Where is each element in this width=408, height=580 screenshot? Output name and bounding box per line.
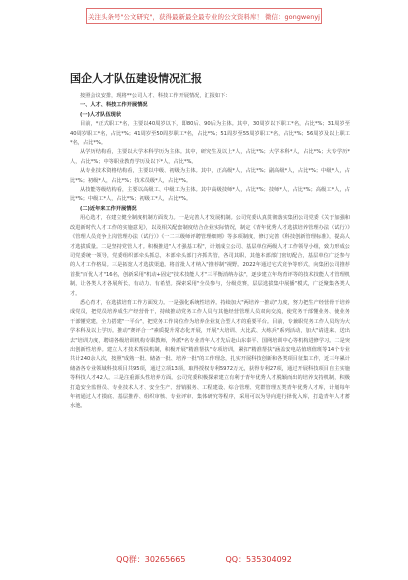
body-paragraph: 目前，*正式职工*名，主要以40周岁以下，即80后、90后为主体。其中，30周岁以下职工*名，占比*%；31周岁至40周岁职工*名，占比*%；41周岁至50周岁职工*名，占比*%；51周岁至55周岁职工*名，占比*%；56周岁及以上职工*名，占比*%。 — [70, 121, 350, 147]
top-banner: 关注头条号"公文研究"，获得最新最全最专业的公文资料库！ 微信：gongwenyj — [86, 8, 322, 24]
body-paragraph: 从学历结构看，主要以大学本科学历为主体。其中，研究生及以上*人，占比*%；大学本科*人，占比*%；大专学历*人，占比*%；中等职业教育学历及以下*人，占比*%。 — [70, 149, 350, 165]
section-heading: (一)人才队伍现状 — [80, 111, 122, 118]
document-body — [70, 92, 350, 547]
footer — [0, 554, 408, 570]
body-paragraph: 用心选才，在建立健全制度机制方面发力。一是完善人才发展机制。公司党委认真贯彻落实集团公司党委《关于加强和改进新时代人才工作的实施意见》，以及相关配套制度结合企业实际情况，制定《青年优秀人才选拔培养管理办法（试行）》《管理人员竞争上岗管理办法（试行）》《一二三级师评聘管理细则》等多项制度，修订完善《科技创新管理标准》，提高人才选拔质量。二是坚持党管人才。积极推进"人才强基工程"，计划成立公司、基层单位两级人才工作领导小组，致力形成公司党委统一领导，党委组织部牵头抓总，本部牵头部门齐抓共管，各司其职，其他本部部门密切配合，基层单位广泛参与的人才工作格局。三是拓宽人才选拔渠道。将首批人才纳入"推荐制"视野。2022年通过宅式竞争等形式，向集团公司推荐首批"百优人才"16名，创新采用"机动+固定"技术技能人才"三平衡消纳办法"，逐步建立年均育评等的技术技能人才管理机制，让各类人才各展所长，有动力、有希望。探索采用"全员参与，分级竞赛，层层选拔集中展播"模式，广泛聚集各类人才。 — [70, 215, 350, 297]
page-title: 国企人才队伍建设情况汇报 — [70, 72, 202, 85]
footer-qq-group: QQ群：30265665 — [116, 555, 186, 564]
body-paragraph: 悉心育才，在选拔培育工作方面发力。一是强化系统性培养。持续加大"两培养一推动"力度，努力把生产经营骨干培养成党员，把党员培养成生产经营骨干，持续推动党务工作人员与其他经营管理人员双向交流，使党务干部懂业务、使业务干部懂党建，全力搭建"一平台"，把党务工作岗位作为培养企业复合型人才的重要平台。目前，专兼职党务工作人员均为大学本科及以上学历。推动"赛评合一"素质提升常态化开展，开展"大培训、大比武、大练兵"系列活动，加大"请进来、送出去"培训力度，聘请各级培训机构专职教师，外派*名专业青年人才先后赴山东泰平、国网培训中心等机构进修学习。二是突出创新性培养。建立人才技术帮扶机制，积极开展"精准帮扶"专项培训，紧扣"精准帮扶"涵盖安电站值班值班等14个专业共计240余人次，按照"成熟一批、储备一批、培养一批"的工作理念，扎实开展科技创新和各类项目征集工作，近三年累计储备各专业领域科技项目共95项，通过立项13项，取得授权专利5972万元，获得专利27项，通过开展科技项目自主实施等科技人才42人。三是注重源头性培养方面。公司党委积极探索建立有利于青年优秀人才脱颖而出的培养支持机制，积极打造安全监督员、专业技术人才、安全生产、营销服务、工程建设、综合管理、党群管理五类青年优秀人才库，计划每年年初通过人才摸底、基层推荐、组织审核、专业评审、集体研究等程序，采用可以为导向进行择优入库，打造青年人才蓄水池。 — [70, 299, 350, 410]
section-heading: 一、人才、科技工作开展情况 — [80, 102, 148, 109]
section-heading: (二)近年来工作开展情况 — [80, 205, 137, 212]
body-paragraph: 从技能等级结构看，主要以高级工、中级工为主体。其中高级技师*人，占比*%；技师*人，占比*%；高级工*人，占比*%；中级工*人，占比*%；初级工*人，占比*%。 — [70, 187, 350, 203]
body-paragraph: 从专业技术资格结构看，主要以中级、初级为主体。其中，正高级*人，占比*%；副高级*人，占比*%；中级*人，占比*%；初级*人，占比*%；技术员级*人，占比*%。 — [70, 168, 350, 184]
body-paragraph: 按照会议安排，现将**公司人才、科技工作开展情况，汇报如下： — [80, 93, 231, 99]
footer-qq: QQ：535304092 — [225, 555, 292, 564]
